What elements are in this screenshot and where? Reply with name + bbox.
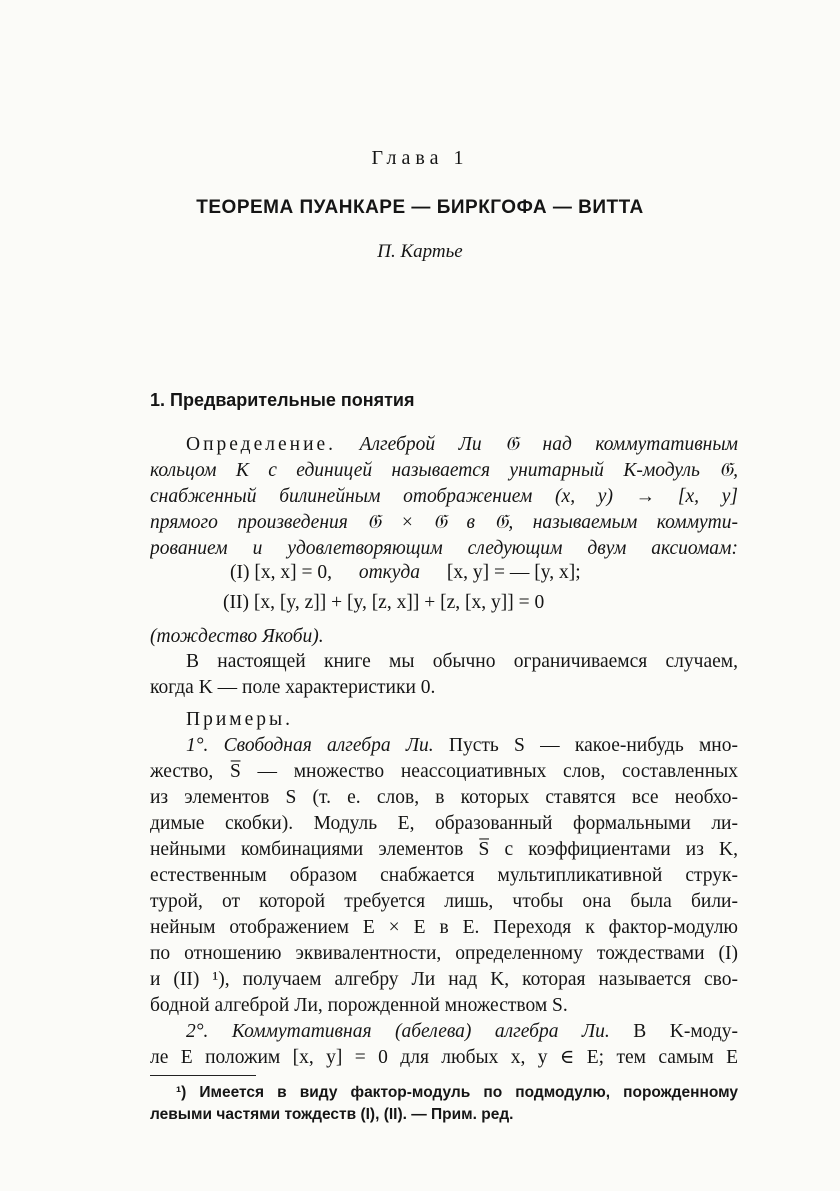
author-name: П. Картье <box>377 241 463 262</box>
example-2-head: 2°. Коммутативная (абелева) алгебра Ли. <box>186 1021 610 1042</box>
definition-line: снабженный билинейным отображением (x, y) → [x, y] <box>150 486 738 507</box>
example-1-line: и (II) ¹), получаем алгебру Ли над K, которая называется сво- <box>150 969 738 990</box>
example-1-line: по отношению эквивалентности, определенному тождествами (I) <box>150 943 738 964</box>
example-1-line: нейными комбинациями элементов S̅ с коэффициентами из K, <box>150 839 738 860</box>
example-2-first: В K-моду- <box>633 1021 738 1042</box>
footnote-line: ¹) Имеется в виду фактор-модуль по подмодулю, порожденному <box>176 1084 738 1101</box>
example-1-line: димые скобки). Модуль E, образованный формальными ли- <box>150 813 738 834</box>
definition-line <box>186 432 738 458</box>
example-1-line <box>186 733 738 759</box>
example-1-first: Пусть S — какое-нибудь мно- <box>448 735 738 756</box>
axiom-one-mid: откуда <box>358 562 421 583</box>
chapter-heading: Глава 1 <box>371 147 469 169</box>
example-1-line: из элементов S (т. е. слов, в которых ставятся все необхо- <box>150 787 738 808</box>
axiom-one-right: [x, y] = — [y, x]; <box>446 562 581 583</box>
definition-text: Алгеброй Ли 𝔊 над коммутативным <box>359 434 738 455</box>
paragraph-line: когда K — поле характеристики 0. <box>150 677 436 698</box>
example-1-line: естественным образом снабжается мультипликативной струк- <box>150 865 738 886</box>
axiom-one <box>230 560 581 586</box>
paragraph-line: В настоящей книге мы обычно ограничиваемся случаем, <box>186 651 738 672</box>
chapter-title: ТЕОРЕМА ПУАНКАРЕ — БИРКГОФА — ВИТТА <box>196 197 644 218</box>
footnote-line: левыми частями тождеств (I), (II). — Прим. ред. <box>150 1106 514 1123</box>
examples-label: Примеры. <box>186 709 293 730</box>
definition-line: кольцом K с единицей называется унитарный K-модуль 𝔊, <box>150 460 738 481</box>
section-heading: 1. Предварительные понятия <box>150 390 415 410</box>
example-1-line: нейным отображением E × E в E. Переходя к фактор-модулю <box>150 917 738 938</box>
definition-label: Определение. <box>186 434 337 455</box>
definition-line: рованием и удовлетворяющим следующим двум аксиомам: <box>150 538 738 559</box>
example-1-head: 1°. Свободная алгебра Ли. <box>186 735 434 756</box>
footnote-rule <box>150 1075 256 1076</box>
jacobi-note: (тождество Якоби). <box>150 626 324 647</box>
example-1-line: жество, S̅ — множество неассоциативных слов, составленных <box>150 761 738 782</box>
example-2-line <box>186 1019 738 1045</box>
example-1-line: турой, от которой требуется лишь, чтобы она была били- <box>150 891 738 912</box>
example-2-line: ле E положим [x, y] = 0 для любых x, y ∈ E; тем самым E <box>150 1047 738 1068</box>
definition-line: прямого произведения 𝔊 × 𝔊 в 𝔊, называемым коммути- <box>150 512 738 533</box>
axiom-one-left: (I) [x, x] = 0, <box>230 562 332 583</box>
axiom-two: (II) [x, [y, z]] + [y, [z, x]] + [z, [x, y]] = 0 <box>223 592 545 613</box>
example-1-line: бодной алгеброй Ли, порожденной множеством S. <box>150 995 568 1016</box>
